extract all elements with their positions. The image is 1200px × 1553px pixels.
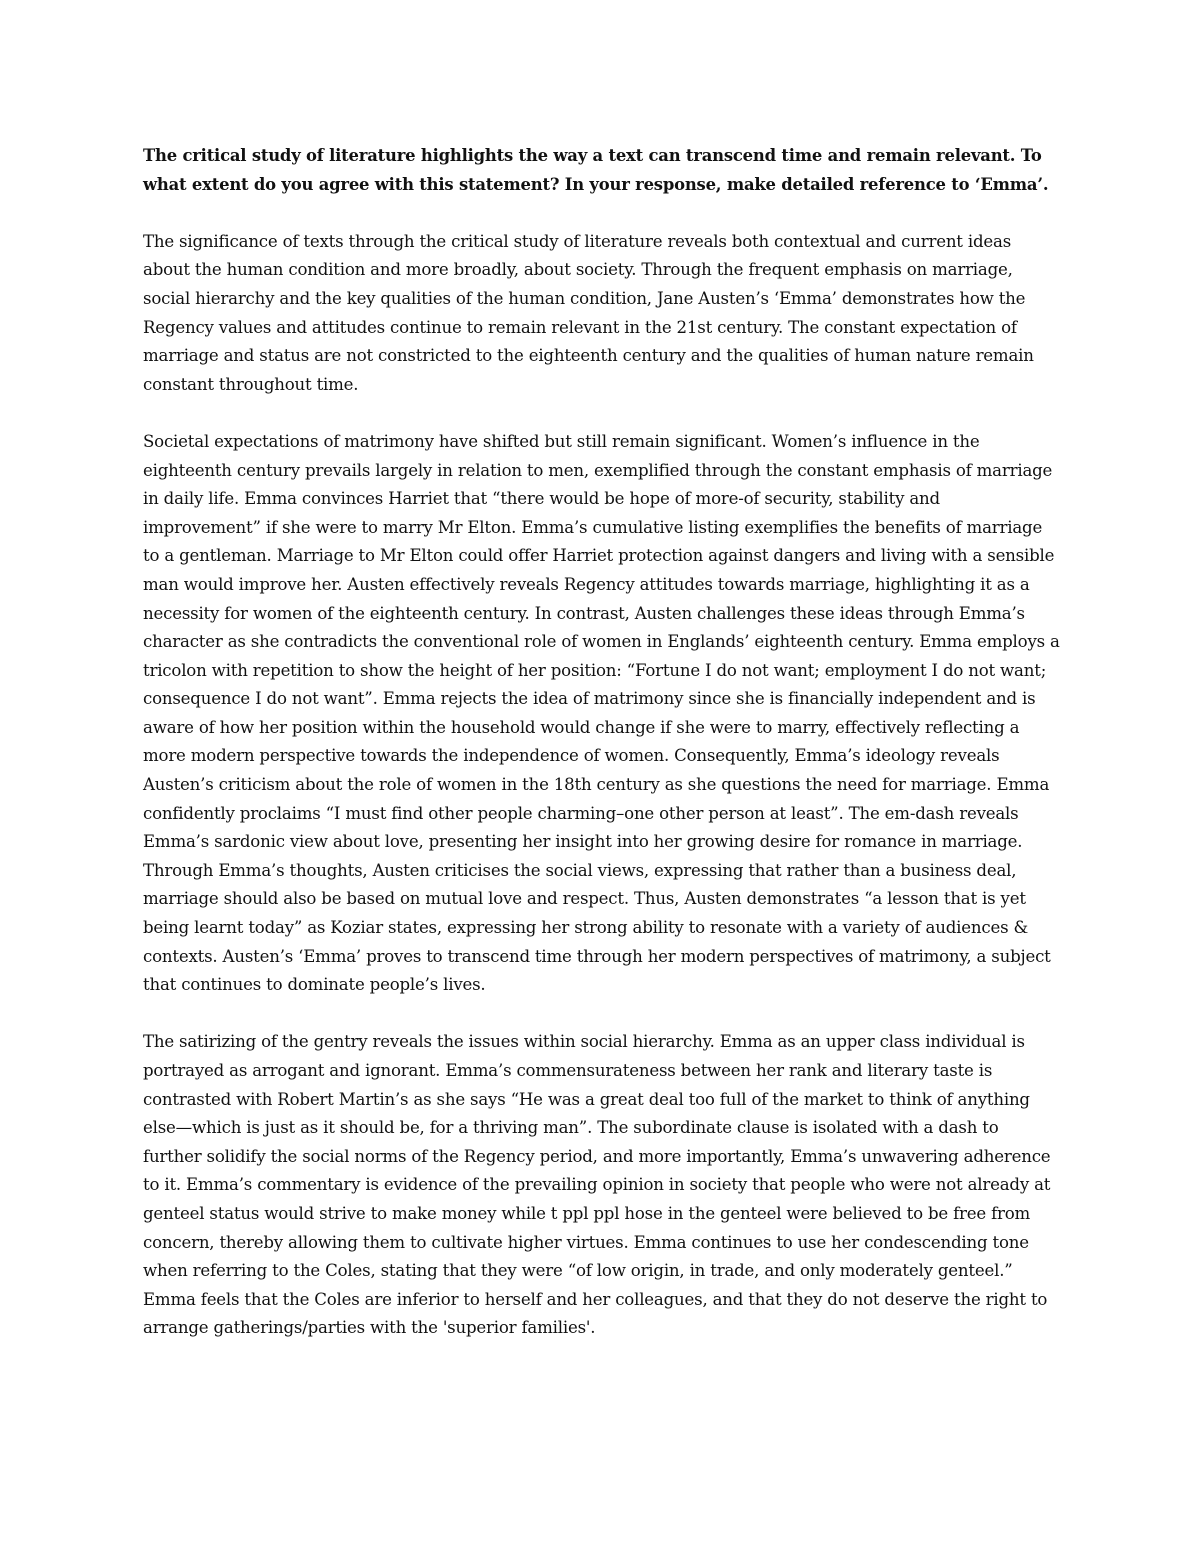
- essay-paragraph-social-hierarchy: The satirizing of the gentry reveals the issues within social hierarchy. Emma as an upper class individual is portrayed as arrogant and ignorant. Emma’s commensurateness between her rank and literary taste is contrasted with Robert Martin’s as she says “He was a great deal too full of the market to think of anything else—which is just as it should be, for a thriving man”. The subordinate clause is isolated with a dash to further solidify the social norms of the Regency period, and more importantly, Emma’s unwavering adherence to it. Emma’s commentary is evidence of the prevailing opinion in society that people who were not already at genteel status would strive to make money while t ppl ppl hose in the genteel were believed to be free from concern, thereby allowing them to cultivate higher virtues. Emma continues to use her condescending tone when referring to the Coles, stating that they were “of low origin, in trade, and only moderately genteel.” Emma feels that the Coles are inferior to herself and her colleagues, and that they do not deserve the right to arrange gatherings/parties with the 'superior families'.: [143, 1032, 1051, 1338]
- essay-question: The critical study of literature highlights the way a text can transcend time and remain relevant. To what extent do you agree with this statement? In your response, make detailed reference to ‘Emma’.: [143, 146, 1049, 194]
- essay-paragraph-matrimony: Societal expectations of matrimony have shifted but still remain significant. Women’s influence in the eighteenth century prevails largely in relation to men, exemplified through the constant emphasis of marriage in daily life. Emma convinces Harriet that “there would be hope of more-of security, stability and improvement” if she were to marry Mr Elton. Emma’s cumulative listing exemplifies the benefits of marriage to a gentleman. Marriage to Mr Elton could offer Harriet protection against dangers and living with a sensible man would improve her. Austen effectively reveals Regency attitudes towards marriage, highlighting it as a necessity for women of the eighteenth century. In contrast, Austen challenges these ideas through Emma’s character as she contradicts the conventional role of women in Englands’ eighteenth century. Emma employs a tricolon with repetition to show the height of her position: “Fortune I do not want; employment I do not want; consequence I do not want”. Emma rejects the idea of matrimony since she is financially independent and is aware of how her position within the household would change if she were to marry, effectively reflecting a more modern perspective towards the independence of women. Consequently, Emma’s ideology reveals Austen’s criticism about the role of women in the 18th century as she questions the need for marriage. Emma confidently proclaims “I must find other people charming–one other person at least”. The em-dash reveals Emma’s sardonic view about love, presenting her insight into her growing desire for romance in marriage. Through Emma’s thoughts, Austen criticises the social views, expressing that rather than a business deal, marriage should also be based on mutual love and respect. Thus, Austen demonstrates “a lesson that is yet being learnt today” as Koziar states, expressing her strong ability to resonate with a variety of audiences & contexts. Austen’s ‘Emma’ proves to transcend time through her modern perspectives of matrimony, a subject that continues to dominate people’s lives.: [143, 431, 1060, 995]
- document-page: [143, 142, 1061, 1372]
- essay-paragraph-introduction: The significance of texts through the critical study of literature reveals both contextual and current ideas about the human condition and more broadly, about society. Through the frequent emphasis on marriage, social hierarchy and the key qualities of the human condition, Jane Austen’s ‘Emma’ demonstrates how the Regency values and attitudes continue to remain relevant in the 21st century. The constant expectation of marriage and status are not constricted to the eighteenth century and the qualities of human nature remain constant throughout time.: [143, 231, 1034, 394]
